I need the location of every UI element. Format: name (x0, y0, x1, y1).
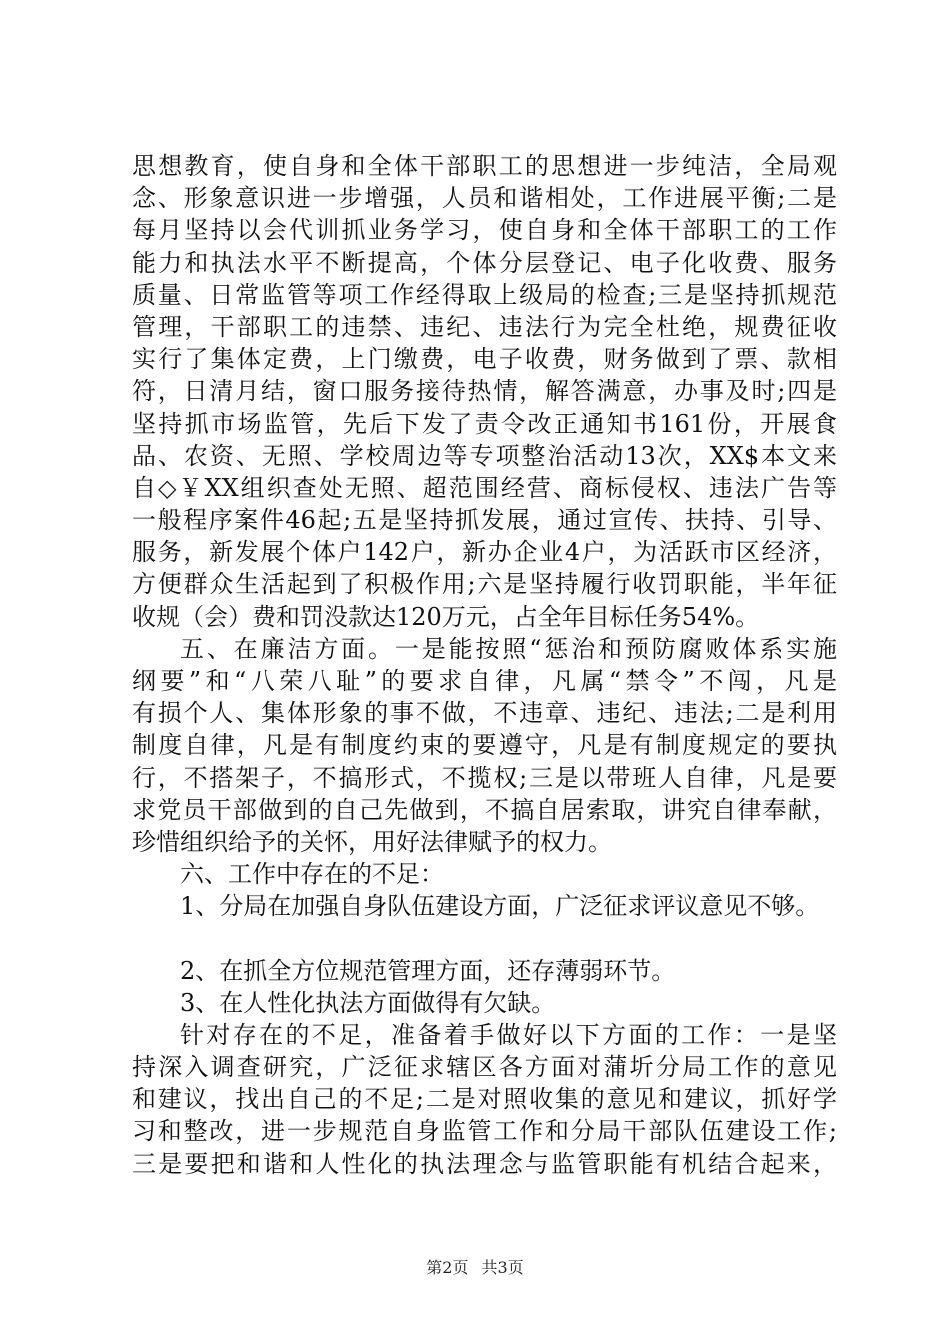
text-line: 制度自律，凡是有制度约束的要遵守，凡是有制度规定的要执 (132, 731, 837, 760)
text-line: 珍惜组织给予的关怀，用好法律赋予的权力。 (132, 827, 612, 856)
text-line: 求党员干部做到的自己先做到，不搞自居索取，讲究自律奉献， (132, 795, 837, 824)
text-line: 质量、日常监管等项工作经得取上级局的检查;三是坚持抓规范 (132, 280, 837, 309)
text-line: 行，不搭架子，不搞形式，不揽权;三是以带班人自律，凡是要 (132, 763, 837, 792)
text-line: 每月坚持以会代训抓业务学习，使自身和全体干部职工的工作 (132, 216, 837, 245)
text-line: 针对存在的不足，准备着手做好以下方面的工作：一是坚 (180, 1020, 837, 1049)
text-line: 持深入调查研究，广泛征求辖区各方面对蒲圻分局工作的意见 (132, 1053, 837, 1082)
text-line: 服务，新发展个体户142户，新办企业4户，为活跃市区经济， (132, 538, 837, 567)
text-line: 三是要把和谐和人性化的执法理念与监管职能有机结合起来， (132, 1149, 837, 1178)
text-line: 实行了集体定费，上门缴费，电子收费，财务做到了票、款相 (132, 345, 837, 374)
list-item: 2、在抓全方位规范管理方面，还存薄弱环节。 (180, 956, 676, 985)
text-line: 习和整改，进一步规范自身监管工作和分局干部队伍建设工作; (132, 1117, 837, 1146)
text-line: 管理，干部职工的违禁、违纪、违法行为完全杜绝，规费征收 (132, 312, 837, 341)
text-line: 方便群众生活起到了积极作用;六是坚持履行收罚职能，半年征 (132, 570, 837, 599)
text-line: 品、农资、无照、学校周边等专项整治活动13次，XX$本文来 (132, 441, 837, 470)
text-line: 思想教育，使自身和全体干部职工的思想进一步纯洁，全局观 (132, 152, 837, 180)
text-line: 和建议，找出自己的不足;二是对照收集的意见和建议，抓好学 (132, 1085, 837, 1114)
text-line: 收规（会）费和罚没款达120万元，占全年目标任务54%。 (132, 602, 760, 631)
list-item: 3、在人性化执法方面做得有欠缺。 (180, 988, 556, 1017)
text-line: 能力和执法水平不断提高，个体分层登记、电子化收费、服务 (132, 248, 837, 277)
document-body (132, 150, 837, 1180)
text-line: 有损个人、集体形象的事不做，不违章、违纪、违法;二是利用 (132, 699, 837, 728)
page-footer (0, 1255, 950, 1278)
list-item: 1、分局在加强自身队伍建设方面，广泛征求评议意见不够。 (180, 892, 820, 921)
text-line: 念、形象意识进一步增强，人员和谐相处，工作进展平衡;二是 (132, 184, 837, 213)
page-number: 第2页 (426, 1258, 469, 1277)
text-line: 一般程序案件46起;五是坚持抓发展，通过宣传、扶持、引导、 (132, 506, 837, 535)
text-line: 自◇￥XX组织查处无照、超范围经营、商标侵权、违法广告等 (132, 473, 837, 502)
text-line: 符，日清月结，窗口服务接待热情，解答满意，办事及时;四是 (132, 377, 837, 406)
section-heading-five: 五、在廉洁方面。一是能按照“惩治和预防腐败体系实施 (180, 634, 837, 663)
text-line: 纲要”和“八荣八耻”的要求自律，凡属“禁令”不闯，凡是 (132, 667, 837, 695)
text-line: 坚持抓市场监管，先后下发了责令改正通知书161份，开展食 (132, 409, 837, 438)
page-total: 共3页 (481, 1258, 524, 1277)
section-heading-six: 六、工作中存在的不足： (180, 860, 444, 889)
paragraph-gap (132, 923, 837, 955)
